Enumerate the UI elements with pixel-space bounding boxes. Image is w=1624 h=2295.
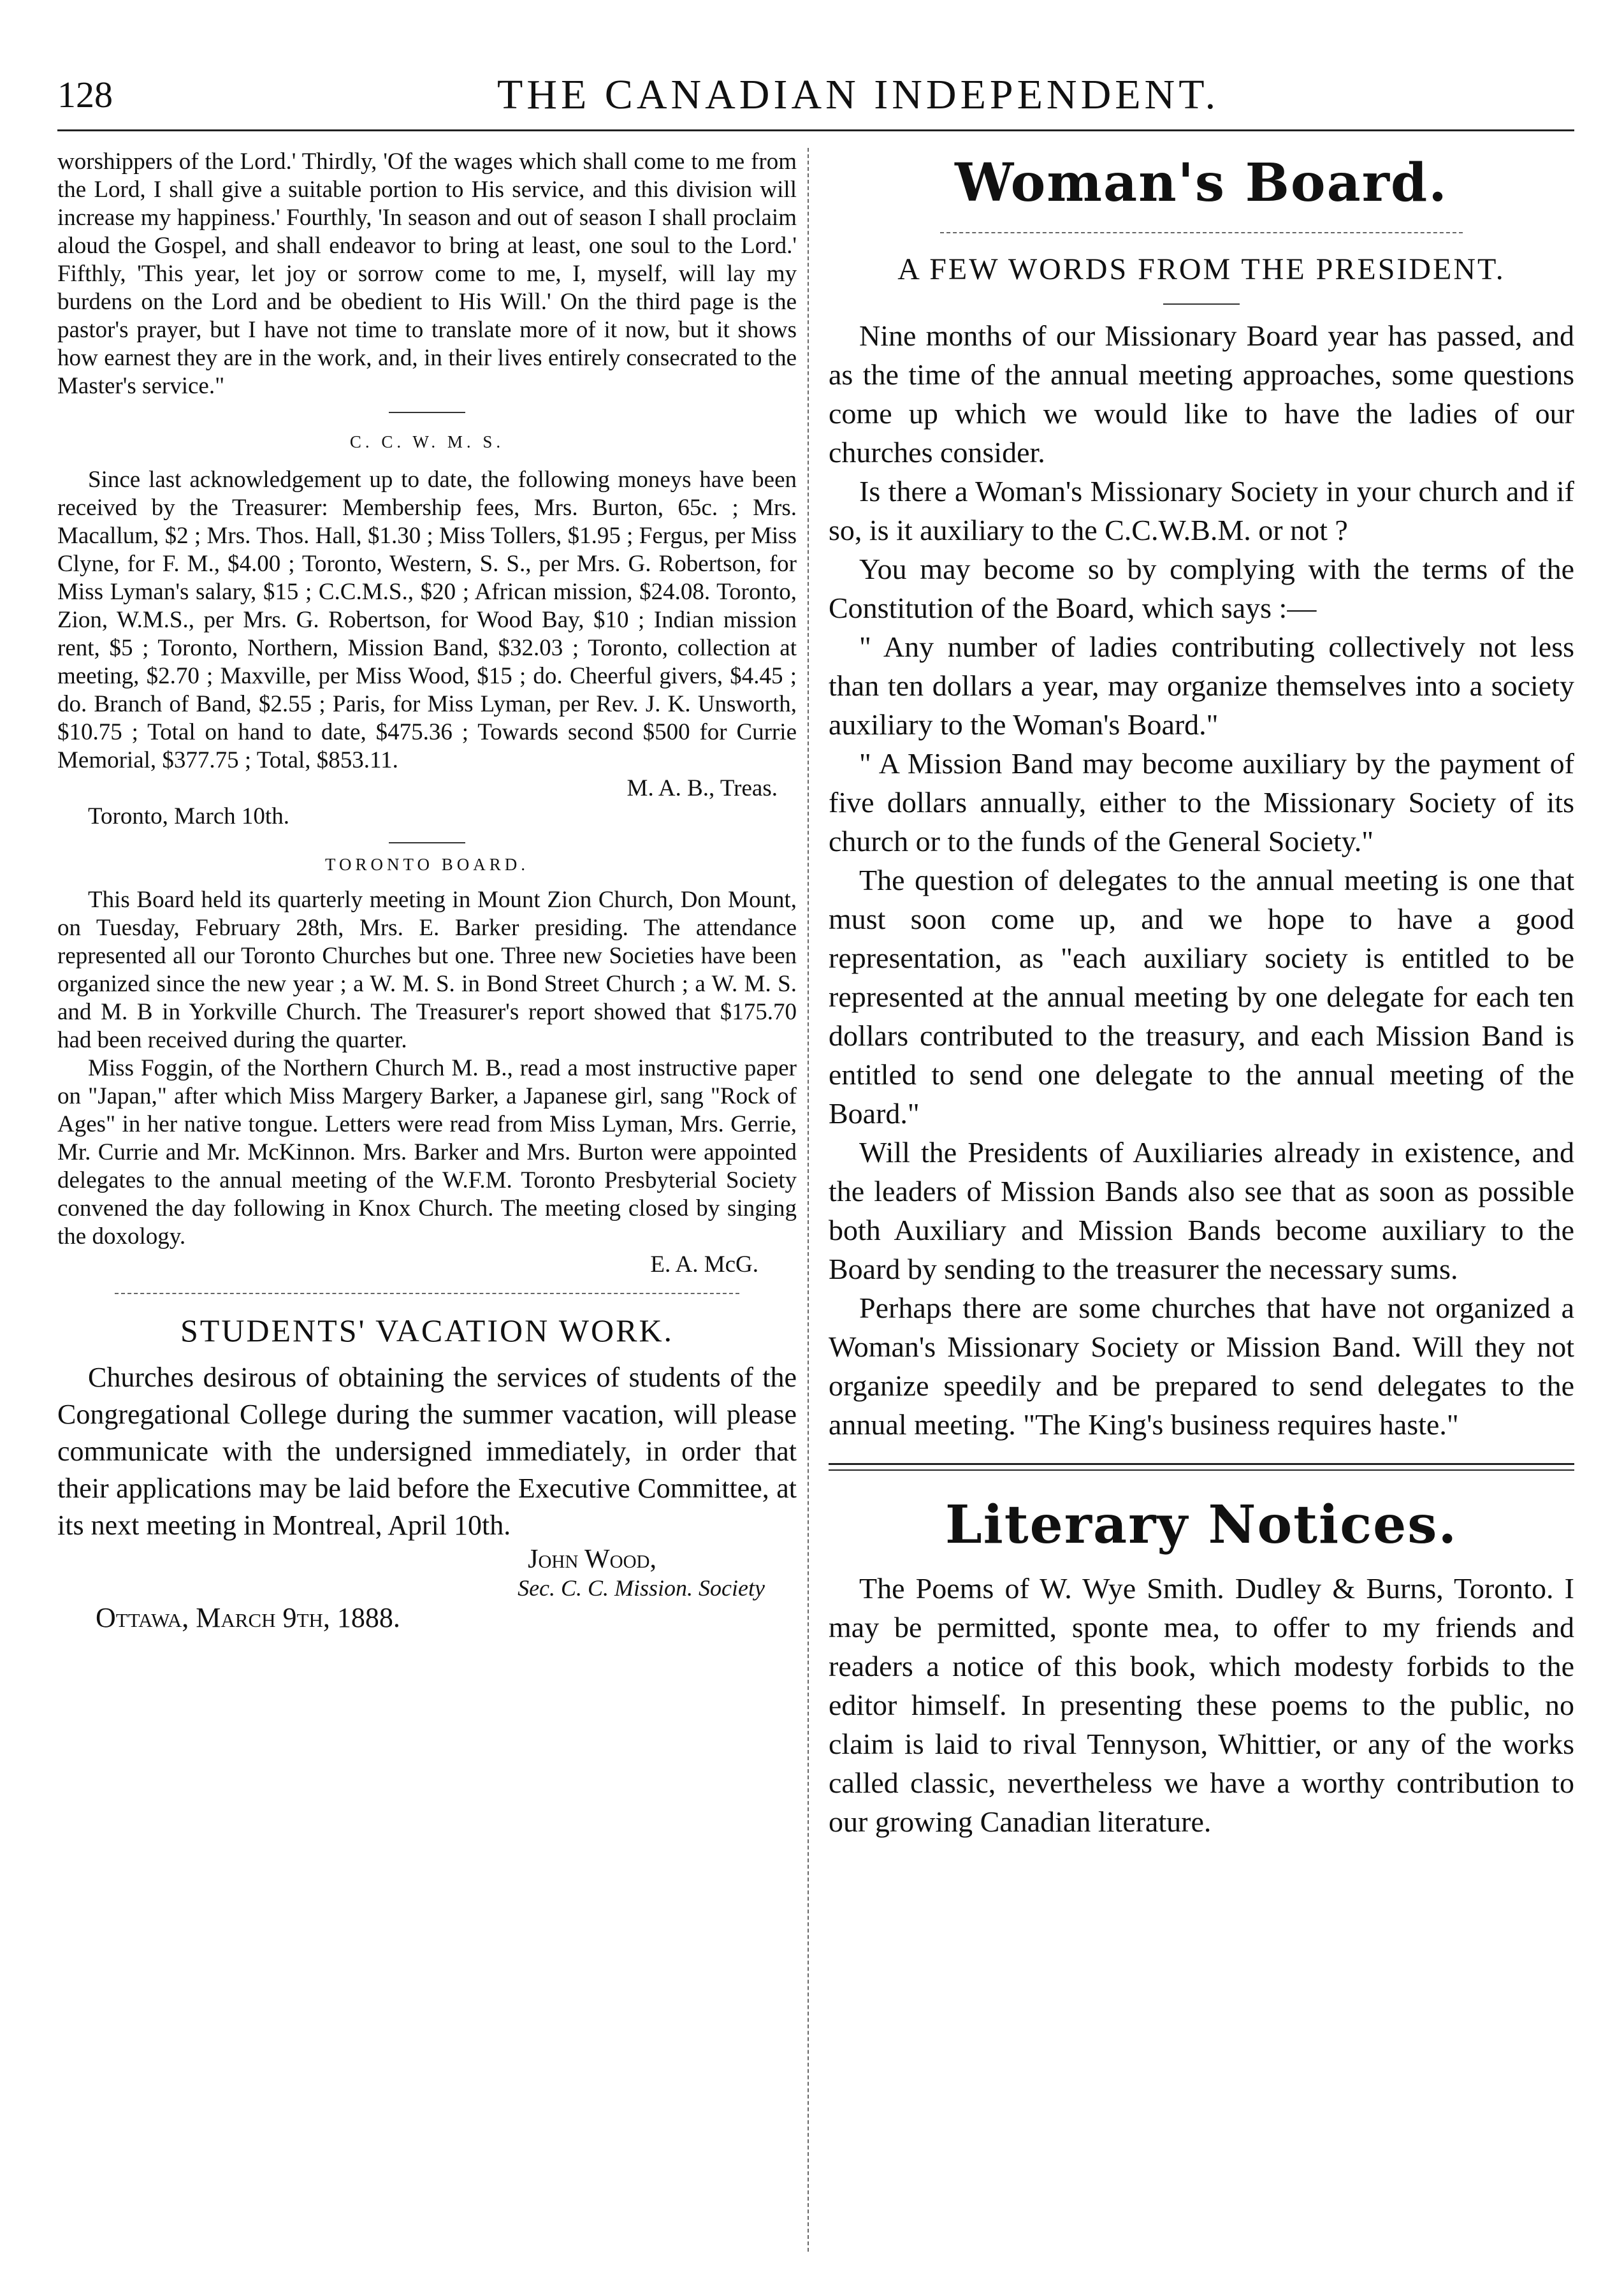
section-rule — [389, 842, 465, 843]
womans-board-para: " A Mission Band may become auxiliary by the payment of five dollars annually, either to the Missionary Society of its church or to the funds of the General Society." — [829, 747, 1574, 857]
ccwms-place-date: Toronto, March 10th. — [88, 803, 289, 829]
toronto-board-para1: This Board held its quarterly meeting in Mount Zion Church, Don Mount, on Tuesday, February 28th, Mrs. E. Barker presiding. The attendance represented all our Toronto Churches but one. Three new Societies have been organized since the new year ; a W. M. S. in Bond Street Church ; a W. M. S. and M. B in Yorkville Church. The Treasurer's report showed that $175.70 had been received during the quarter. — [57, 887, 797, 1053]
section-rule — [389, 412, 465, 413]
header-rule — [57, 129, 1574, 131]
president-subheading: A FEW WORDS FROM THE PRESIDENT. — [897, 252, 1505, 286]
toronto-board-para2: Miss Foggin, of the Northern Church M. B., read a most instructive paper on "Japan," after which Miss Margery Barker, a Japanese girl, sang "Rock of Ages" in her native tongue. Letters were read from Miss Lyman, Mrs. Gerrie, Mr. Currie and Mr. McKinnon. Mrs. Barker and Mrs. Burton were appointed delegates to the annual meeting of the W.F.M. Toronto Presbyterial Society convened the day following in Knox Church. The meeting closed by singing the doxology. — [57, 1055, 797, 1250]
left-column — [57, 148, 797, 2252]
toronto-board-heading: TORONTO BOARD. — [324, 855, 530, 874]
ccwms-heading: C. C. W. M. S. — [349, 432, 505, 451]
right-column — [829, 148, 1574, 2252]
womans-board-para: You may become so by complying with the terms of the Constitution of the Board, which says :— — [829, 553, 1574, 624]
womans-board-para: Will the Presidents of Auxiliaries already in existence, and the leaders of Mission Bands also see that as soon as possible both Auxiliary and Mission Bands become auxiliary to the Board by sending to the treasurer the necessary sums. — [829, 1136, 1574, 1285]
column-divider — [808, 148, 809, 2252]
journal-title: THE CANADIAN INDEPENDENT. — [497, 71, 1220, 118]
toronto-board-signature: E. A. McG. — [650, 1251, 758, 1278]
section-rule — [1163, 303, 1240, 305]
students-signature-name — [57, 1544, 656, 1575]
signature-title: Sec. C. C. Mission. Society — [518, 1575, 765, 1601]
womans-board-para: Is there a Woman's Missionary Society in your church and if so, is it auxiliary to the C.C.W.B.M. or not ? — [829, 475, 1574, 546]
students-heading: STUDENTS' VACATION WORK. — [180, 1313, 674, 1348]
students-place-date — [96, 1601, 797, 1634]
continued-letter: worshippers of the Lord.' Thirdly, 'Of the wages which shall come to me from the Lord, I shall give a suitable portion to His service, and this division will increase my happiness.' Fourthly, 'In season and out of season I shall proclaim aloud the Gospel, and shall endeavor to bring at least, one soul to the Lord.' Fifthly, 'This year, let joy or sorrow come to me, I, myself, will lay my burdens on the Lord and be obedient to His Will.' On the third page is the pastor's prayer, but I have not time to translate more of it now, but it shows how earnest they are in the work, and, in their lives entirely consecrated to the Master's service." — [57, 149, 797, 399]
section-double-rule — [829, 1463, 1574, 1471]
womans-board-para: The question of delegates to the annual meeting is one that must soon come up, and we hope to have a good representation, as "each auxiliary society is entitled to be represented at the annual meeting by one delegate for each ten dollars contributed to the treasury, and each Mission Band is entitled to send one delegate to the annual meeting of the Board." — [829, 864, 1574, 1130]
signature-name: John Wood, — [528, 1545, 656, 1574]
ccwms-body: Since last acknowledgement up to date, the following moneys have been received by the Treasurer: Membership fees, Mrs. Burton, 65c. ; Mrs. Macallum, $2 ; Mrs. Thos. Hall, $1.30 ; Miss Tollers, $1.95 ; Fergus, per Miss Clyne, for F. M., $4.00 ; Toronto, Western, S. S., per Mrs. G. Robertson, for Miss Lyman's salary, $15 ; C.C.M.S., $20 ; African mission, $24.08. Toronto, Zion, W.M.S., per Mrs. G. Robertson, for Wood Bay, $10 ; Indian mission rent, $5 ; Toronto, Northern, Mission Band, $32.03 ; Toronto, collection at meeting, $2.70 ; Maxville, per Miss Wood, $15 ; do. Cheerful givers, $4.45 ; do. Branch of Band, $2.55 ; Paris, for Miss Lyman, per Rev. J. K. Unsworth, $10.75 ; Total on hand to date, $475.36 ; Towards second $500 for Currie Memorial, $377.75 ; Total, $853.11. — [57, 467, 797, 773]
section-rule — [115, 1293, 739, 1294]
students-signature-title — [57, 1575, 765, 1601]
womans-board-para: " Any number of ladies contributing collectively not less than ten dollars a year, may organize themselves into a society auxiliary to the Woman's Board." — [829, 630, 1574, 741]
womans-board-heading: Woman's Board. — [955, 152, 1448, 214]
womans-board-para: Perhaps there are some churches that have not organized a Woman's Missionary Society or Mission Band. Will they not organize speedily and be prepared to send delegates to the annual meeting. "The King's business requires haste." — [829, 1292, 1574, 1441]
literary-notices-heading: Literary Notices. — [945, 1494, 1458, 1556]
page-number: 128 — [57, 74, 113, 115]
literary-notices-body: The Poems of W. Wye Smith. Dudley & Burns, Toronto. I may be permitted, sponte mea, to offer to my friends and readers a notice of this book, which modesty forbids to the editor himself. In presenting these poems to the public, no claim is laid to rival Tennyson, Whittier, or any of the works called classic, nevertheless we have a worthy contribution to our growing Canadian literature. — [829, 1572, 1574, 1838]
place-date: Ottawa, March 9th, 1888. — [96, 1602, 400, 1633]
section-rule — [940, 232, 1463, 233]
students-body: Churches desirous of obtaining the services of students of the Congregational College during the summer vacation, will please communicate with the undersigned immediately, in order that their applications may be laid before the Executive Committee, at its next meeting in Montreal, April 10th. — [57, 1362, 797, 1541]
womans-board-para: Nine months of our Missionary Board year has passed, and as the time of the annual meeting approaches, some questions come up which we would like to have the ladies of our churches consider. — [829, 319, 1574, 469]
page-header — [57, 61, 1574, 131]
ccwms-signature: M. A. B., Treas. — [627, 775, 778, 801]
